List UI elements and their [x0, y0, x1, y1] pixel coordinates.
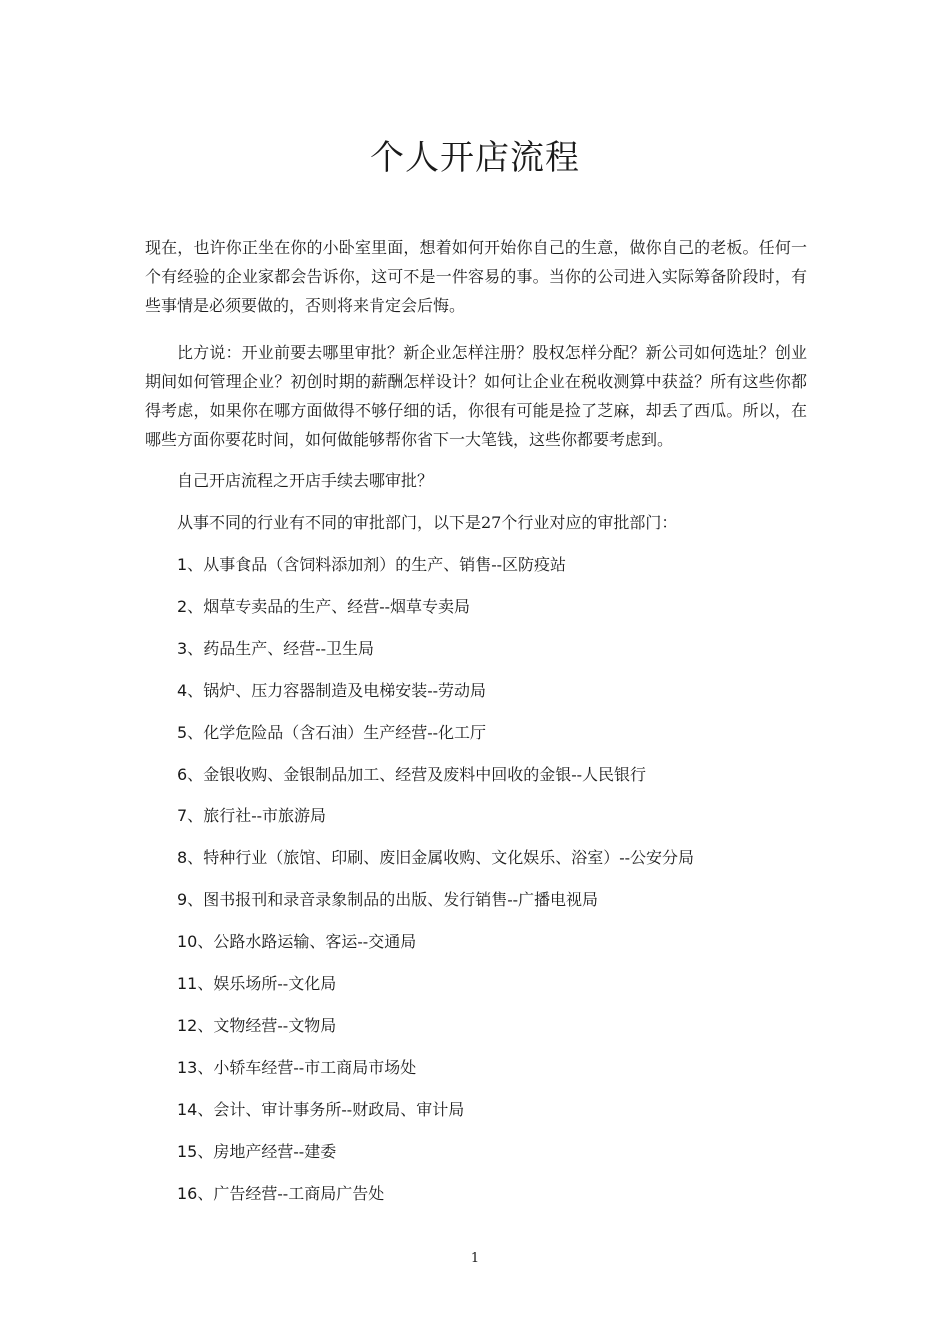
list-item-number: 5、: [177, 723, 204, 742]
list-item-number: 3、: [177, 639, 204, 658]
list-item-number: 6、: [177, 765, 204, 784]
list-item-text: 小轿车经营--市工商局市场处: [213, 1058, 417, 1077]
list-item-number: 8、: [177, 848, 204, 867]
list-item: [177, 973, 336, 995]
list-item: [177, 889, 598, 911]
list-item-number: 16、: [177, 1184, 214, 1203]
list-item-number: 2、: [177, 597, 204, 616]
list-item-text: 烟草专卖品的生产、经营--烟草专卖局: [203, 597, 471, 616]
list-item: [177, 1183, 384, 1205]
list-item-text: 房地产经营--建委: [213, 1142, 337, 1161]
list-item-number: 7、: [177, 806, 204, 825]
document-title: 个人开店流程: [370, 138, 580, 178]
list-item: [177, 680, 486, 702]
list-item: [177, 1141, 336, 1163]
list-item-text: 金银收购、金银制品加工、经营及废料中回收的金银--人民银行: [203, 765, 647, 784]
list-item: [177, 764, 646, 786]
list-item-text: 特种行业（旅馆、印刷、废旧金属收购、文化娱乐、浴室）--公安分局: [203, 848, 695, 867]
list-item-text: 娱乐场所--文化局: [213, 974, 337, 993]
list-item: [177, 1015, 336, 1037]
list-intro: 从事不同的行业有不同的审批部门，以下是27个行业对应的审批部门：: [177, 513, 678, 532]
list-item: [177, 931, 416, 953]
list-item-number: 14、: [177, 1100, 214, 1119]
list-item-text: 药品生产、经营--卫生局: [203, 639, 375, 658]
list-item-number: 11、: [177, 974, 214, 993]
list-item-text: 锅炉、压力容器制造及电梯安装--劳动局: [203, 681, 487, 700]
section-heading: 自己开店流程之开店手续去哪审批？: [177, 471, 434, 490]
list-item-number: 15、: [177, 1142, 214, 1161]
list-item-text: 从事食品（含饲料添加剂）的生产、销售--区防疫站: [203, 555, 567, 574]
list-item-text: 旅行社--市旅游局: [203, 806, 327, 825]
list-item-text: 文物经营--文物局: [213, 1016, 337, 1035]
list-item-text: 会计、审计事务所--财政局、审计局: [213, 1100, 465, 1119]
list-item: [177, 805, 326, 827]
list-item-number: 9、: [177, 890, 204, 909]
list-item: [177, 638, 374, 660]
list-item-number: 10、: [177, 932, 214, 951]
list-item: [177, 554, 566, 576]
list-item: [177, 1099, 464, 1121]
list-item-number: 4、: [177, 681, 204, 700]
list-item-text: 公路水路运输、客运--交通局: [213, 932, 417, 951]
list-item: [177, 722, 486, 744]
list-item-number: 1、: [177, 555, 204, 574]
list-item: [177, 1057, 416, 1079]
list-item: [177, 596, 470, 618]
list-item: [177, 847, 694, 869]
list-item-text: 广告经营--工商局广告处: [213, 1184, 385, 1203]
paragraph-questions: 比方说：开业前要去哪里审批？新企业怎样注册？股权怎样分配？新公司如何选址？创业期间如何管理企业？初创时期的薪酬怎样设计？如何让企业在税收测算中获益？所有这些你都得考虑，如果你在哪方面做得不够仔细的话，你很有可能是捡了芝麻，却丢了西瓜。所以，在哪些方面你要花时间，如何做能够帮你省下一大笔钱，这些你都要考虑到。: [145, 343, 807, 449]
paragraph-intro: 现在，也许你正坐在你的小卧室里面，想着如何开始你自己的生意，做你自己的老板。任何一个有经验的企业家都会告诉你，这可不是一件容易的事。当你的公司进入实际筹备阶段时，有些事情是必须要做的，否则将来肯定会后悔。: [145, 238, 807, 315]
page-number: 1: [470, 1251, 480, 1266]
list-item-number: 13、: [177, 1058, 214, 1077]
list-item-text: 图书报刊和录音录象制品的出版、发行销售--广播电视局: [203, 890, 599, 909]
list-item-text: 化学危险品（含石油）生产经营--化工厅: [203, 723, 487, 742]
list-item-number: 12、: [177, 1016, 214, 1035]
